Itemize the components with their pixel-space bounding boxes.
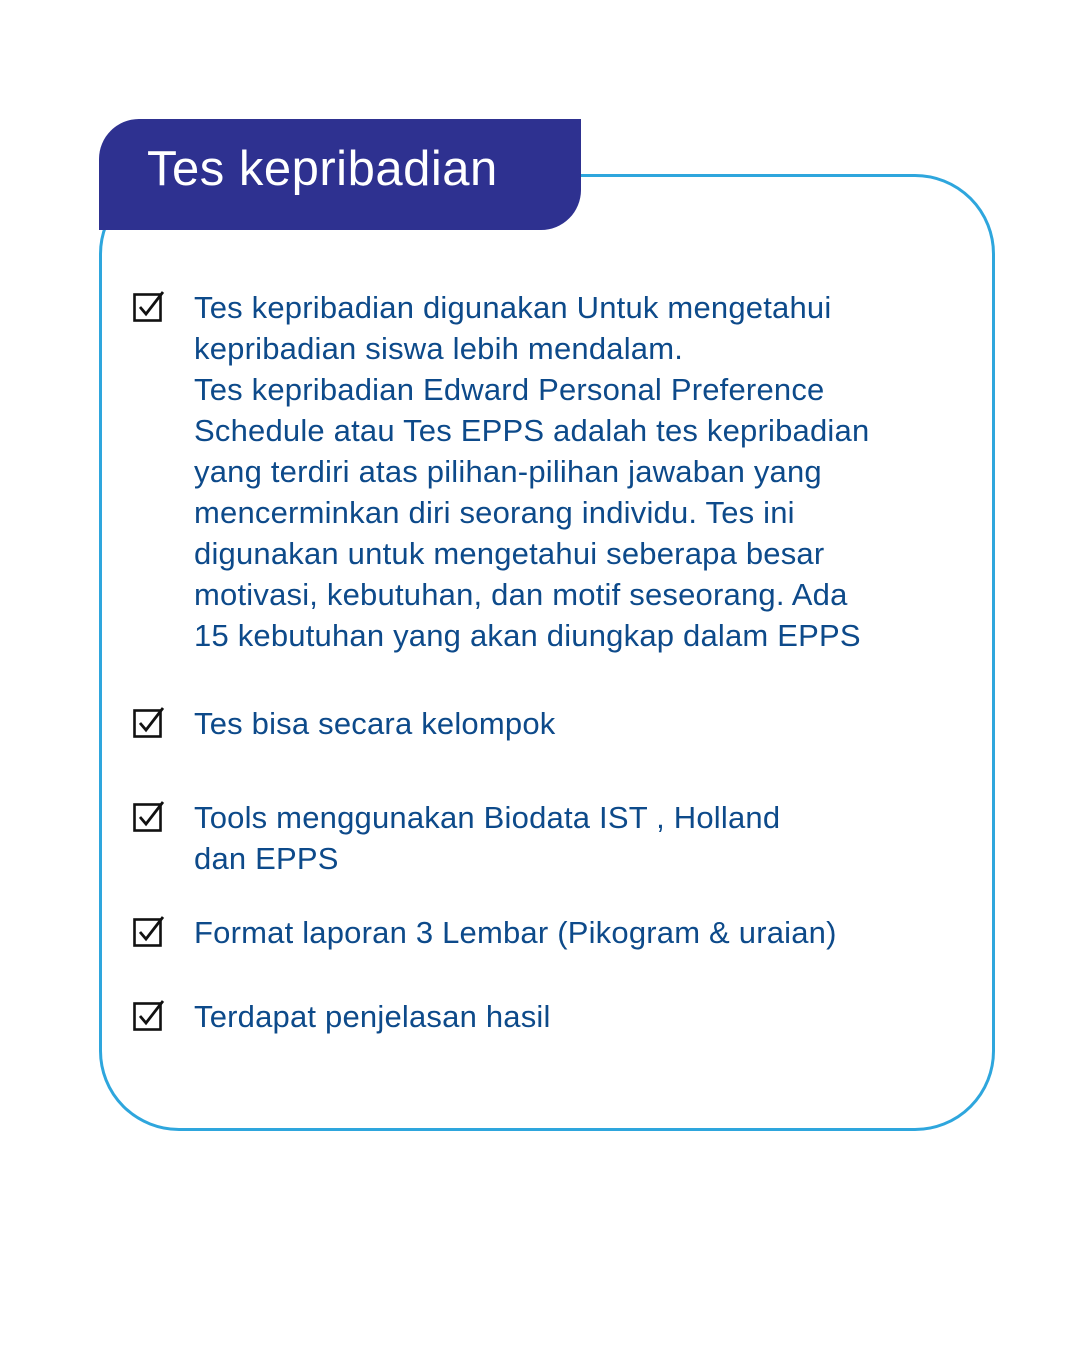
item-text: Tes bisa secara kelompok bbox=[194, 706, 556, 741]
item-text: Terdapat penjelasan hasil bbox=[194, 999, 551, 1034]
checked-box-icon bbox=[133, 290, 165, 322]
page-title: Tes kepribadian bbox=[147, 142, 498, 196]
item-text: Format laporan 3 Lembar (Pikogram & uraian) bbox=[194, 915, 837, 950]
checked-box-icon bbox=[133, 800, 165, 832]
list-item bbox=[133, 912, 837, 953]
checked-box-icon bbox=[133, 706, 165, 738]
list-item bbox=[133, 797, 780, 879]
item-text: Tes kepribadian digunakan Untuk mengetahui kepribadian siswa lebih mendalam. Tes kepribadian Edward Personal Preference Schedule atau Tes EPPS adalah tes kepribadian yang terdiri atas pilihan-pilihan jawaban yang mencerminkan diri seorang individu. Tes ini digunakan untuk mengetahui seberapa besar motivasi, kebutuhan, dan motif seseorang. Ada 15 kebutuhan yang akan diungkap dalam EPPS bbox=[194, 290, 870, 653]
list-item bbox=[133, 996, 551, 1037]
checked-box-icon bbox=[133, 999, 165, 1031]
title-tab bbox=[99, 119, 581, 230]
list-item bbox=[133, 703, 555, 744]
item-text: Tools menggunakan Biodata IST , Holland dan EPPS bbox=[194, 800, 781, 876]
list-item bbox=[133, 287, 869, 656]
checked-box-icon bbox=[133, 915, 165, 947]
